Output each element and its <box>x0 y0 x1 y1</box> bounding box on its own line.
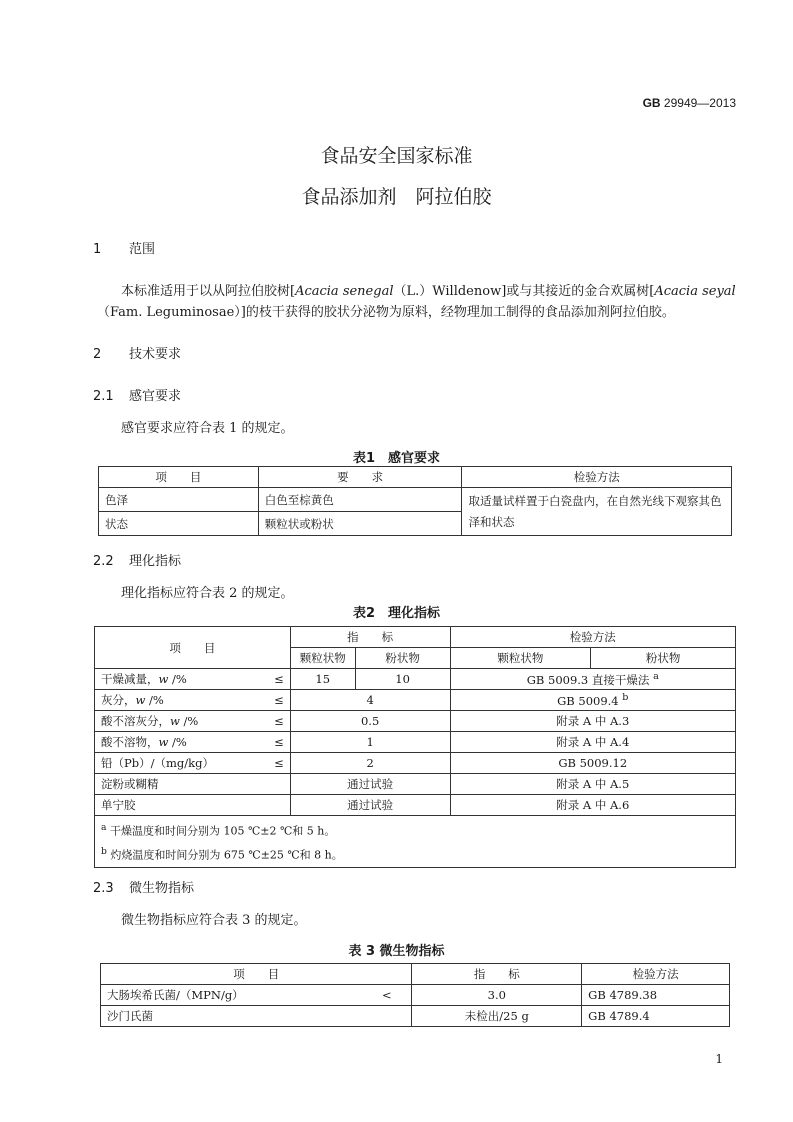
table-row: 沙门氏菌 未检出/25 g GB 4789.4 <box>101 1006 730 1027</box>
table-2 <box>94 626 736 868</box>
section-2-1-text: 感官要求应符合表 1 的规定。 <box>121 421 294 436</box>
table-row: 大肠埃希氏菌/（MPN/g） < 3.0 GB 4789.38 <box>101 985 730 1006</box>
t1-cell-method: 取适量试样置于白瓷盘内，在自然光线下观察其色泽和状态 <box>462 488 732 536</box>
table-3 <box>100 963 730 1027</box>
t1-cell-item: 色泽 <box>99 488 259 512</box>
t2-header-item: 项 目 <box>95 627 291 669</box>
t1-header-item: 项 目 <box>99 467 259 488</box>
t3-header-method: 检验方法 <box>582 964 730 985</box>
note-b: $^b$ 灼烧温度和时间分别为 675 ℃±25 ℃和 8 h。 <box>101 845 343 862</box>
page-number: 1 <box>715 1052 723 1066</box>
table-1-caption: 表1 感官要求 <box>352 451 441 466</box>
t1-cell-item: 状态 <box>99 512 259 536</box>
t1-header-method: 检验方法 <box>462 467 732 488</box>
main-title: 食品安全国家标准 <box>320 145 473 167</box>
table-row: 酸不溶灰分，w /% ≤ 0.5 附录 A 中 A.3 <box>95 711 736 732</box>
t3-header-index: 指 标 <box>412 964 582 985</box>
table-row: 铅（Pb）/（mg/kg） ≤ 2 GB 5009.12 <box>95 753 736 774</box>
table-2-caption: 表2 理化指标 <box>352 606 441 621</box>
table-3-caption: 表 3 微生物指标 <box>348 944 445 959</box>
t2-header-powder-method: 粉状物 <box>591 648 736 669</box>
section-2-3-text: 微生物指标应符合表 3 的规定。 <box>121 913 307 928</box>
table-1 <box>98 466 732 536</box>
t2-header-granule: 颗粒状物 <box>290 648 355 669</box>
section-2-2-text: 理化指标应符合表 2 的规定。 <box>121 586 294 601</box>
scope-paragraph: 本标准适用于以从阿拉伯胶树[Acacia senegal（L.）Willdenow]或与其接近的金合欢属树[Acacia seyal（Fam. Leguminosae）]的枝干获得的胶状分泌物为原料，经物理加工制得的食品添加剂阿拉伯胶。 <box>97 284 736 320</box>
note-a: $^a$ 干燥温度和时间分别为 105 ℃±2 ℃和 5 h。 <box>101 822 336 838</box>
table-row: 酸不溶物，w /% ≤ 1 附录 A 中 A.4 <box>95 732 736 753</box>
table-row: 淀粉或糊精 通过试验 附录 A 中 A.5 <box>95 774 736 795</box>
standard-code: GB 29949—2013 <box>642 96 736 110</box>
t3-header-item: 项 目 <box>101 964 412 985</box>
sub-title: 食品添加剂 阿拉伯胶 <box>301 186 492 208</box>
t2-header-method: 检验方法 <box>450 627 736 648</box>
t2-header-granule-method: 颗粒状物 <box>450 648 591 669</box>
t1-cell-req: 颗粒状或粉状 <box>258 512 462 536</box>
table-2-notes <box>95 816 736 868</box>
t2-header-index: 指 标 <box>290 627 450 648</box>
section-2-2-heading: 2.2 理化指标 <box>93 554 182 569</box>
table-row: 灰分，w /% ≤ 4 GB 5009.4 $^b$ <box>95 690 736 711</box>
section-1-heading: 1 范围 <box>93 242 156 257</box>
table-row: 单宁胶 通过试验 附录 A 中 A.6 <box>95 795 736 816</box>
section-2-heading: 2 技术要求 <box>93 347 182 362</box>
t2-header-powder: 粉状物 <box>355 648 450 669</box>
t1-header-req: 要 求 <box>258 467 462 488</box>
t1-cell-req: 白色至棕黄色 <box>258 488 462 512</box>
section-2-3-heading: 2.3 微生物指标 <box>93 881 195 896</box>
section-2-1-heading: 2.1 感官要求 <box>93 389 182 404</box>
table-row: 干燥减量，w /% ≤ 15 10 GB 5009.3 直接干燥法 $^a$ <box>95 669 736 690</box>
